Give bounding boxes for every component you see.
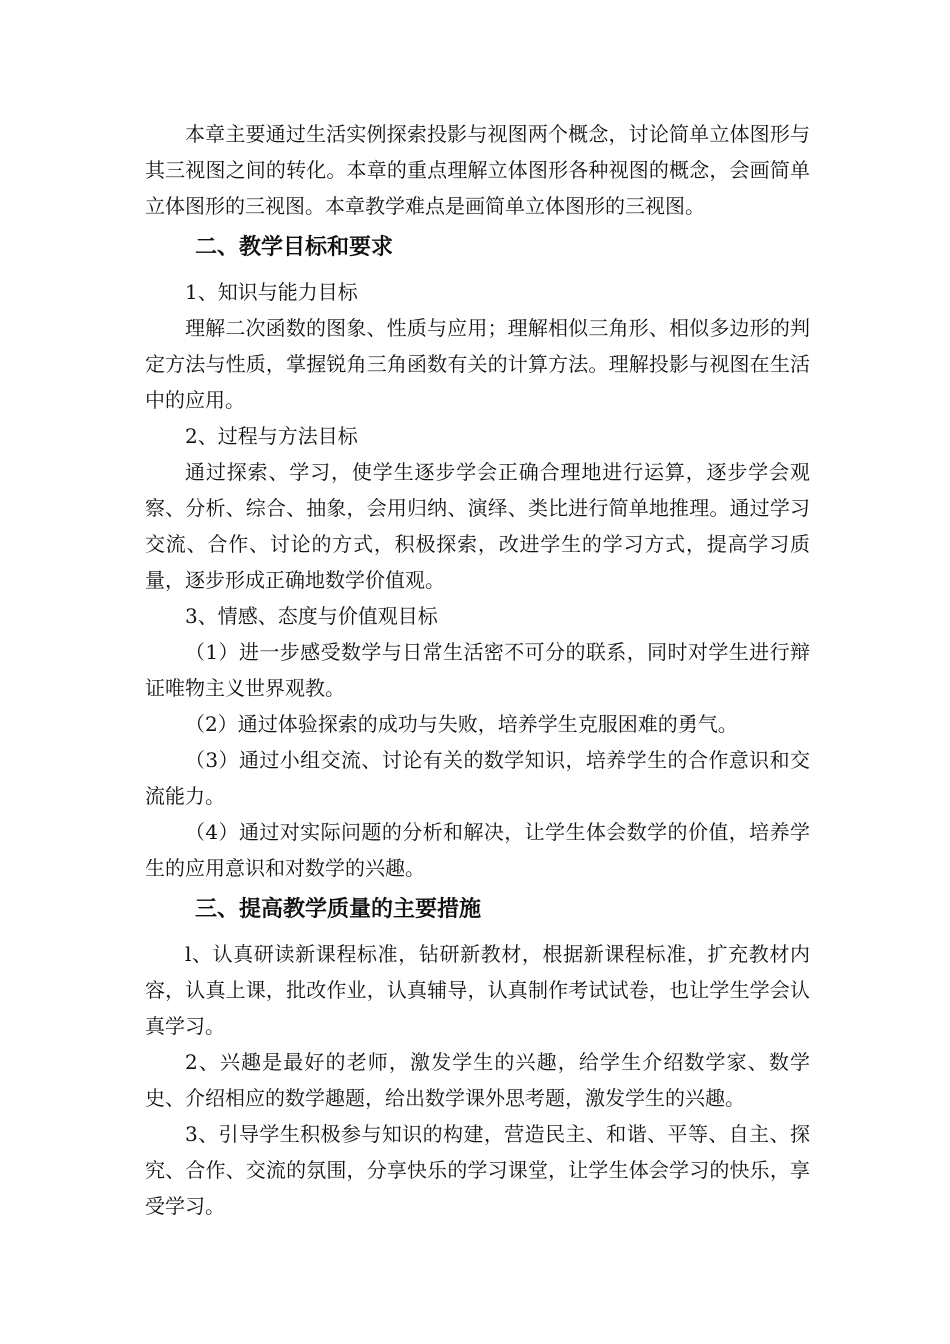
document-body xyxy=(145,116,810,1224)
intro-paragraph: 本章主要通过生活实例探索投影与视图两个概念，讨论简单立体图形与其三视图之间的转化。本章的重点理解立体图形各种视图的概念，会画简单立体图形的三视图。本章教学难点是画简单立体图形的三视图。 xyxy=(145,122,810,218)
goal2-paragraph: 通过探索、学习，使学生逐步学会正确合理地进行运算，逐步学会观察、分析、综合、抽象，会用归纳、演绎、类比进行简单地推理。通过学习交流、合作、讨论的方式，积极探索，改进学生的学习方式，提高学习质量，逐步形成正确地数学价值观。 xyxy=(145,460,810,592)
goal3-title: 3、情感、态度与价值观目标 xyxy=(185,604,438,628)
measure-item-3: 3、引导学生积极参与知识的构建，营造民主、和谐、平等、自主、探究、合作、交流的氛围，分享快乐的学习课堂，让学生体会学习的快乐，享受学习。 xyxy=(145,1122,810,1218)
goal3-item-4: （4）通过对实际问题的分析和解决，让学生体会数学的价值，培养学生的应用意识和对数学的兴趣。 xyxy=(145,820,810,880)
goal1-paragraph: 理解二次函数的图象、性质与应用；理解相似三角形、相似多边形的判定方法与性质，掌握锐角三角函数有关的计算方法。理解投影与视图在生活中的应用。 xyxy=(145,316,810,412)
section-heading-measures: 三、提高教学质量的主要措施 xyxy=(195,897,482,922)
goal3-item-1: （1）进一步感受数学与日常生活密不可分的联系，同时对学生进行辩证唯物主义世界观教。 xyxy=(145,640,810,700)
section-heading-goals: 二、教学目标和要求 xyxy=(195,235,394,260)
measure-item-2: 2、兴趣是最好的老师，激发学生的兴趣，给学生介绍数学家、数学史、介绍相应的数学趣题，给出数学课外思考题，激发学生的兴趣。 xyxy=(145,1050,810,1110)
measure-item-1: l、认真研读新课程标准，钻研新教材，根据新课程标准，扩充教材内容，认真上课，批改作业，认真辅导，认真制作考试试卷，也让学生学会认真学习。 xyxy=(145,942,810,1038)
goal3-item-2: （2）通过体验探索的成功与失败，培养学生克服困难的勇气。 xyxy=(185,712,738,736)
goal1-title: 1、知识与能力目标 xyxy=(185,280,358,304)
goal3-item-3: （3）通过小组交流、讨论有关的数学知识，培养学生的合作意识和交流能力。 xyxy=(145,748,810,808)
goal2-title: 2、过程与方法目标 xyxy=(185,424,358,448)
